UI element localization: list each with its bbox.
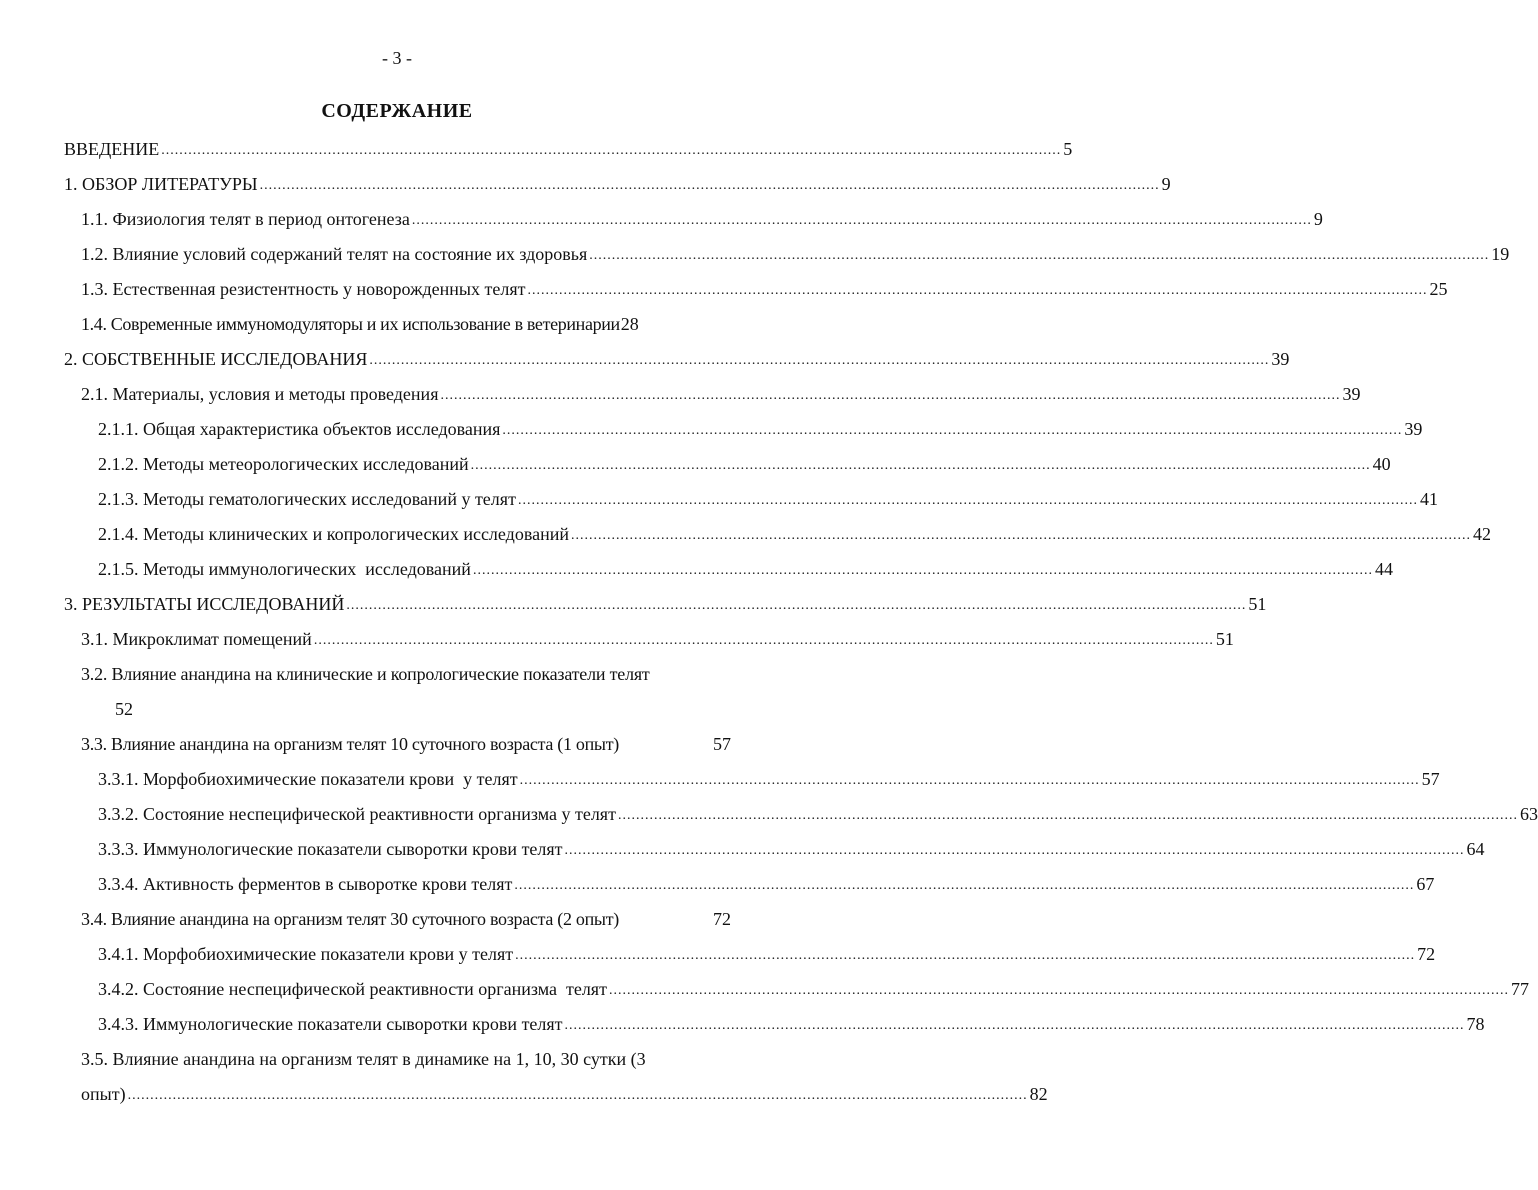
- toc-entry-page: 39: [1404, 419, 1423, 439]
- toc-entry-page: 9: [1161, 174, 1171, 194]
- toc-entry-page: 67: [1416, 874, 1435, 894]
- dot-leader: ........................................................................................................................................................................................................: [161, 143, 1062, 158]
- toc-entry-page: 64: [1466, 839, 1485, 859]
- toc-entry-section-3-1[interactable]: [81, 627, 1234, 651]
- toc-entry-section-1-1[interactable]: [81, 207, 1323, 231]
- page-number: - 3 -: [382, 48, 412, 68]
- toc-entry-section-1-2[interactable]: [81, 242, 1510, 266]
- toc-entry-page: 51: [1248, 594, 1267, 614]
- dot-leader: ........................................................................................................................................................................................................: [313, 633, 1214, 648]
- dot-leader: ........................................................................................................................................................................................................: [617, 808, 1518, 823]
- toc-entry-title-continuation: опыт): [81, 1084, 126, 1104]
- toc-entry-title: 3.2. Влияние анандина на клинические и копрологические показатели телят: [81, 664, 650, 684]
- toc-entry-title: 3.4.2. Состояние неспецифической реактивности организма телят: [98, 979, 607, 999]
- toc-entry-section-1-3[interactable]: [81, 277, 1448, 301]
- toc-entry-section-3-3[interactable]: [81, 732, 731, 756]
- dot-leader: ........................................................................................................................................................................................................: [517, 493, 1418, 508]
- dot-leader: ........................................................................................................................................................................................................: [570, 528, 1471, 543]
- toc-entry-page: 63: [1519, 804, 1538, 824]
- toc-entry-title: 1. ОБЗОР ЛИТЕРАТУРЫ: [64, 174, 258, 194]
- toc-entry-title: 3.3.4. Активность ферментов в сыворотке крови телят: [98, 874, 513, 894]
- toc-entry-title: 2.1.5. Методы иммунологических исследований: [98, 559, 471, 579]
- toc-heading: СОДЕРЖАНИЕ: [321, 100, 473, 122]
- toc-entry-section-2[interactable]: [64, 347, 1290, 371]
- toc-entry-section-2-1-4[interactable]: [98, 522, 1491, 546]
- toc-entry-section-3-3-3[interactable]: [98, 837, 1485, 861]
- toc-entry-section-3-4[interactable]: [81, 907, 731, 931]
- toc-entry-page: 52: [115, 699, 133, 719]
- toc-entry-title: 2.1.1. Общая характеристика объектов исследования: [98, 419, 501, 439]
- toc-entry-page: 51: [1215, 629, 1234, 649]
- toc-entry-section-1-4[interactable]: [81, 312, 731, 336]
- dot-leader: ........................................................................................................................................................................................................: [502, 423, 1403, 438]
- toc-entry-title: 1.3. Естественная резистентность у новорожденных телят: [81, 279, 526, 299]
- toc-entry-section-1[interactable]: [64, 172, 1171, 196]
- dot-leader: ........................................................................................................................................................................................................: [127, 1088, 1028, 1103]
- toc-entry-section-3-2[interactable]: [81, 662, 731, 721]
- toc-entry-page: 57: [713, 734, 731, 754]
- toc-entry-section-3-3-2[interactable]: [98, 802, 1538, 826]
- toc-entry-title: 1.2. Влияние условий содержаний телят на состояние их здоровья: [81, 244, 588, 264]
- toc-entry-page: 44: [1374, 559, 1393, 579]
- toc-entry-title: 2. СОБСТВЕННЫЕ ИССЛЕДОВАНИЯ: [64, 349, 368, 369]
- toc-entry-section-3-5[interactable]: [81, 1047, 1048, 1106]
- toc-entry-section-2-1[interactable]: [81, 382, 1361, 406]
- dot-leader: ........................................................................................................................................................................................................: [527, 283, 1428, 298]
- toc-entry-section-3-3-4[interactable]: [98, 872, 1435, 896]
- toc-entry-section-2-1-1[interactable]: [98, 417, 1423, 441]
- dot-leader: ........................................................................................................................................................................................................: [608, 983, 1509, 998]
- toc-entry-title: 2.1.4. Методы клинических и копрологических исследований: [98, 524, 569, 544]
- toc-entry-page: 72: [1417, 944, 1436, 964]
- toc-entry-page: 25: [1429, 279, 1448, 299]
- toc-entry-page: 42: [1472, 524, 1491, 544]
- toc-entry-section-3[interactable]: [64, 592, 1267, 616]
- toc-entry-page: 78: [1466, 1014, 1485, 1034]
- dot-leader: ........................................................................................................................................................................................................: [589, 248, 1490, 263]
- toc-entry-title: 1.1. Физиология телят в период онтогенеза: [81, 209, 410, 229]
- toc-entry-section-2-1-3[interactable]: [98, 487, 1438, 511]
- toc-entry-section-3-4-3[interactable]: [98, 1012, 1485, 1036]
- toc-entry-title: 3.3.1. Морфобиохимические показатели крови у телят: [98, 769, 518, 789]
- toc-entry-title: 3.4. Влияние анандина на организм телят 30 суточного возраста (2 опыт): [81, 909, 619, 929]
- toc-entry-title: 3.3.3. Иммунологические показатели сыворотки крови телят: [98, 839, 563, 859]
- toc-entry-title: ВВЕДЕНИЕ: [64, 139, 160, 159]
- toc-entry-title: 1.4. Современные иммуномодуляторы и их использование в ветеринарии: [81, 314, 620, 334]
- toc-entry-page: 57: [1421, 769, 1440, 789]
- dot-leader: ........................................................................................................................................................................................................: [470, 458, 1371, 473]
- toc-entry-page: 77: [1510, 979, 1529, 999]
- dot-leader: ........................................................................................................................................................................................................: [411, 213, 1312, 228]
- toc-entry-page: 82: [1029, 1084, 1048, 1104]
- toc-entry-title: 2.1.2. Методы метеорологических исследований: [98, 454, 469, 474]
- toc-entry-page: 39: [1271, 349, 1290, 369]
- toc-entry-section-3-4-1[interactable]: [98, 942, 1436, 966]
- toc-entry-page: 9: [1313, 209, 1323, 229]
- toc-entry-section-3-4-2[interactable]: [98, 977, 1529, 1001]
- dot-leader: ........................................................................................................................................................................................................: [564, 843, 1465, 858]
- toc-entry-section-2-1-2[interactable]: [98, 452, 1391, 476]
- dot-leader: ........................................................................................................................................................................................................: [259, 178, 1160, 193]
- dot-leader: ........................................................................................................................................................................................................: [564, 1018, 1465, 1033]
- toc-entry-section-2-1-5[interactable]: [98, 557, 1393, 581]
- dot-leader: ........................................................................................................................................................................................................: [440, 388, 1341, 403]
- toc-entry-title: 3.4.1. Морфобиохимические показатели крови у телят: [98, 944, 514, 964]
- toc-entry-page: 41: [1419, 489, 1438, 509]
- dot-leader: ........................................................................................................................................................................................................: [519, 773, 1420, 788]
- toc-entry-title: 3. РЕЗУЛЬТАТЫ ИССЛЕДОВАНИЙ: [64, 594, 345, 614]
- toc-entry-page: 28: [620, 314, 639, 334]
- toc-entry-page: 5: [1063, 139, 1073, 159]
- dot-leader: ........................................................................................................................................................................................................: [514, 878, 1415, 893]
- toc-entry-title: 3.1. Микроклимат помещений: [81, 629, 312, 649]
- dot-leader: ........................................................................................................................................................................................................: [369, 353, 1270, 368]
- dot-leader: ........................................................................................................................................................................................................: [346, 598, 1247, 613]
- toc-entry-title: 3.5. Влияние анандина на организм телят в динамике на 1, 10, 30 сутки (3: [81, 1049, 646, 1069]
- toc-entry-page: 39: [1342, 384, 1361, 404]
- toc-entry-title: 3.3.2. Состояние неспецифической реактивности организма у телят: [98, 804, 616, 824]
- toc-entry-title: 3.4.3. Иммунологические показатели сыворотки крови телят: [98, 1014, 563, 1034]
- toc-entry-introduction[interactable]: [64, 137, 1073, 161]
- toc-entry-page: 40: [1372, 454, 1391, 474]
- toc-entry-page: 72: [713, 909, 731, 929]
- dot-leader: ........................................................................................................................................................................................................: [515, 948, 1416, 963]
- toc-entry-section-3-3-1[interactable]: [98, 767, 1440, 791]
- toc-entry-title: 2.1. Материалы, условия и методы проведения: [81, 384, 439, 404]
- toc-entry-title: 3.3. Влияние анандина на организм телят 10 суточного возраста (1 опыт): [81, 734, 619, 754]
- toc-entry-title: 2.1.3. Методы гематологических исследований у телят: [98, 489, 516, 509]
- dot-leader: ........................................................................................................................................................................................................: [472, 563, 1373, 578]
- toc-entry-page: 19: [1491, 244, 1510, 264]
